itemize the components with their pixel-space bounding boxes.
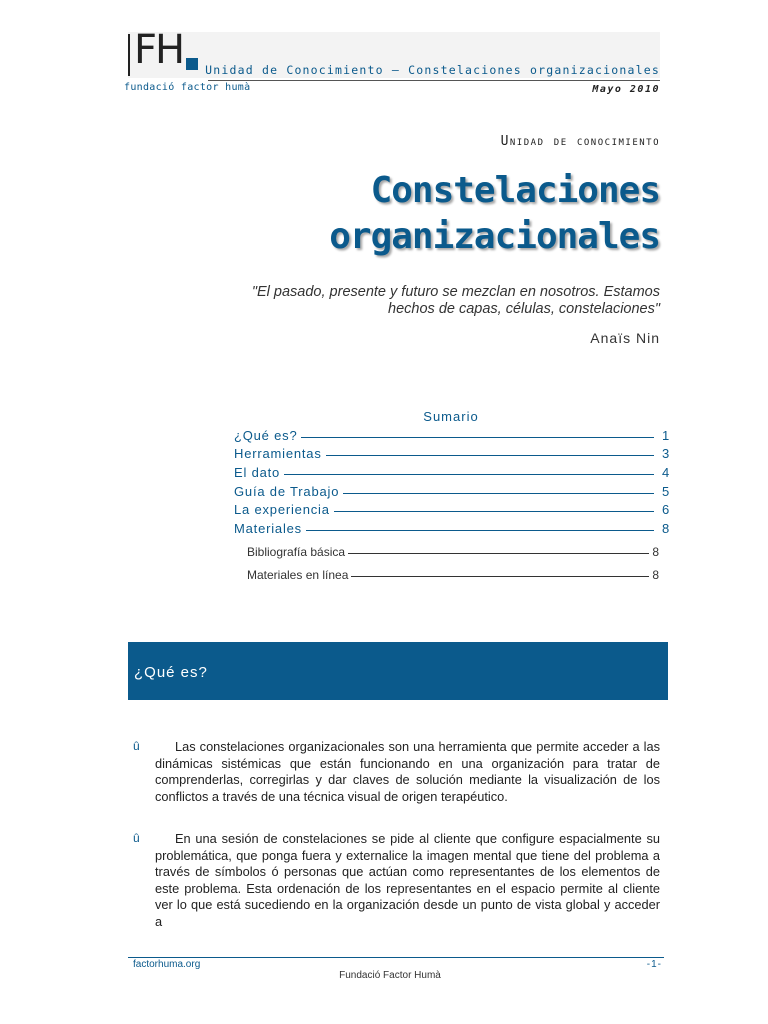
toc-item-herramientas[interactable]	[234, 446, 670, 461]
toc-label: Materiales	[234, 521, 302, 536]
paragraph-text: En una sesión de constelaciones se pide al cliente que configure espacialmente su problemática, que ponga fuera y externalice la imagen mental que tiene del problema a través de símbolos ó personas que actúan como representantes de los elementos de este problema. Esta ordenación de los representantes en el espacio permite al cliente ver lo que está sucediendo en la organización desde un punto de vista global y acceder a	[155, 831, 660, 929]
title-line-1: Constelaciones	[370, 170, 660, 211]
toc-label: Materiales en línea	[247, 568, 349, 582]
header-title: Unidad de Conocimiento – Constelaciones organizacionales	[205, 63, 660, 77]
toc-page: 6	[661, 502, 670, 517]
toc-page: 4	[661, 465, 670, 480]
toc-page: 5	[661, 484, 670, 499]
toc-item-la-experiencia[interactable]	[234, 502, 670, 517]
footer-org: Fundació Factor Humà	[339, 970, 441, 981]
toc-page: 8	[652, 568, 659, 582]
toc-subitem-bibliografia[interactable]	[247, 545, 659, 559]
toc-item-el-dato[interactable]	[234, 465, 670, 480]
toc-label: Herramientas	[234, 446, 322, 461]
toc-label: La experiencia	[234, 502, 330, 517]
footer-page-number: -1-	[646, 959, 662, 970]
document-kicker: Unidad de conocimiento	[500, 134, 660, 149]
epigraph-quote	[190, 284, 660, 318]
paragraph	[155, 739, 660, 805]
bullet-icon: û	[133, 831, 140, 845]
footer-divider	[128, 957, 664, 958]
section-title: ¿Qué es?	[134, 664, 208, 681]
logo	[128, 27, 208, 76]
quote-line-2: hechos de capas, células, constelaciones"	[388, 301, 660, 317]
title-line-2: organizacionales	[329, 216, 660, 257]
paragraph	[155, 831, 660, 930]
toc-label: ¿Qué es?	[234, 428, 298, 443]
header-divider	[208, 80, 660, 81]
toc-page: 1	[661, 428, 670, 443]
toc-item-materiales[interactable]	[234, 521, 670, 536]
logo-text: FH	[134, 27, 184, 73]
paragraph-text: Las constelaciones organizacionales son una herramienta que permite acceder a las dinámicas sistémicas que están funcionando en una organización para tratar de comprenderlas, corregirlas y dar claves de solución mediante la visualización de los conflictos a través de una técnica visual de origen terapéutico.	[155, 739, 660, 804]
toc-label: Bibliografía básica	[247, 545, 346, 559]
toc-page: 8	[652, 545, 659, 559]
quote-author: Anaïs Nin	[590, 330, 660, 346]
toc-subitem-materiales-en-linea[interactable]	[247, 568, 659, 582]
toc-item-guia-de-trabajo[interactable]	[234, 484, 670, 499]
document-title	[240, 168, 660, 260]
footer-site-link[interactable]: factorhuma.org	[133, 959, 201, 970]
logo-caption: fundació factor humà	[124, 82, 251, 93]
toc-label: El dato	[234, 465, 281, 480]
toc-page: 3	[661, 446, 670, 461]
toc-label: Guía de Trabajo	[234, 484, 340, 499]
summary-heading: Sumario	[423, 409, 479, 424]
toc-item-que-es[interactable]	[234, 428, 670, 443]
toc-page: 8	[661, 521, 670, 536]
quote-line-1: "El pasado, presente y futuro se mezclan en nosotros. Estamos	[251, 284, 660, 300]
header-date: Mayo 2010	[592, 84, 660, 95]
section-banner	[128, 642, 668, 700]
bullet-icon: û	[133, 739, 140, 753]
